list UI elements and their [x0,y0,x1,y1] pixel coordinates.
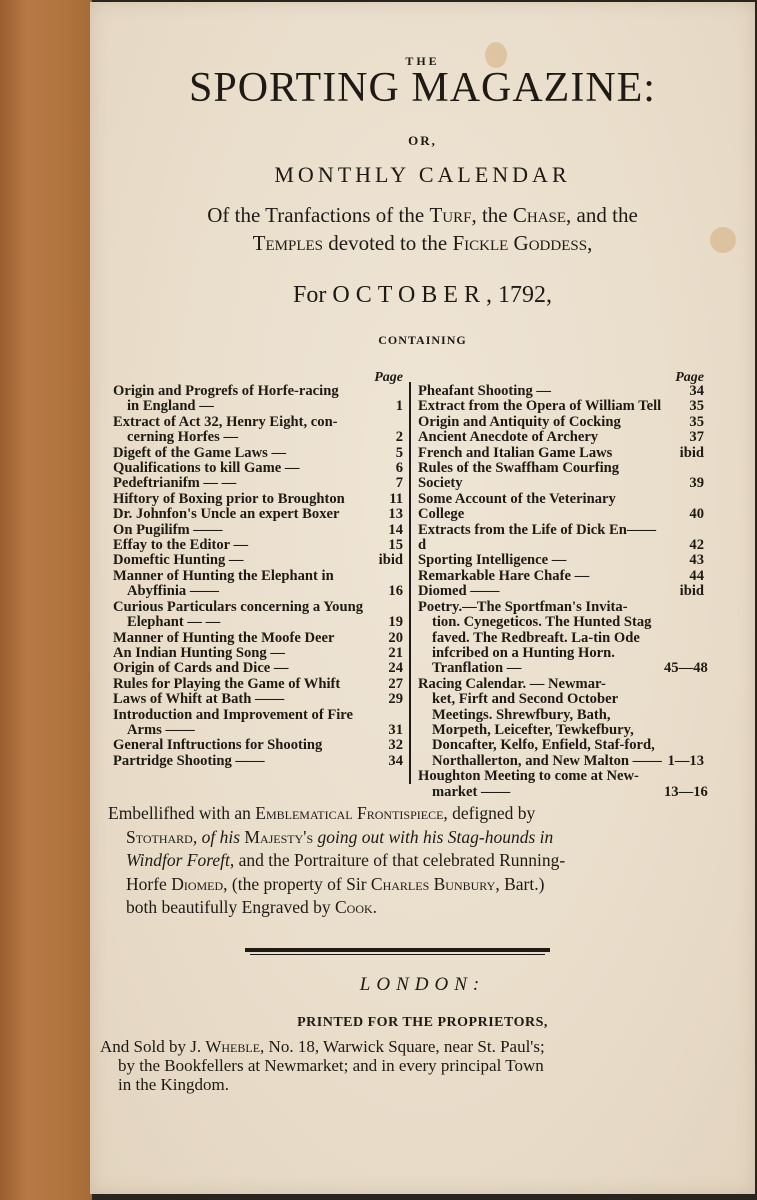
toc-entry-page: 35 [689,413,704,430]
toc-entry-title [113,415,363,446]
toc-entry-title [113,476,363,491]
toc-entry-title [418,399,664,414]
toc-entry-title [113,692,363,707]
toc-entry-title [418,600,664,677]
desc-text: Of the Tranfactions of the [207,203,430,227]
toc-entry-continuation: Abyffinia —— [127,583,220,600]
toc-entry-title [418,384,664,399]
desc-text: , [587,231,593,255]
toc-entry-text: Digeft of the Game Laws — [113,444,287,461]
embellishment-line [108,896,708,920]
desc-text: devoted to the [323,231,453,255]
toc-entry [113,646,403,661]
toc-entry-title [113,646,363,661]
text: , of his [192,826,245,847]
engraver-name: Cook [334,897,373,917]
toc-entry-title [113,507,363,522]
desc-chase: Chase [512,203,567,227]
toc-entry-page: ibid [378,552,403,569]
toc-entry-text: Manner of Hunting the Elephant in [113,567,334,584]
toc-entry-text: Qualifications to kill Game — [113,460,300,477]
toc-entry-text: French and Italian Game Laws [418,444,613,461]
toc-entry-page: 21 [388,644,403,661]
toc-entry [113,446,403,461]
toc-entry-page: 20 [388,629,403,646]
toc-entry [418,677,704,769]
toc-entry-text: General Inftructions for Shooting [113,737,323,754]
toc-entry [418,461,704,492]
toc-entry-page: 5 [395,444,403,461]
bookseller-name: Wheble [205,1037,261,1056]
place-name: Windfor Foreft [126,850,230,870]
toc-entry-page: 35 [689,398,704,415]
frontispiece-label: Emblematical Frontispiece [255,803,444,823]
toc-entry-continuation: market —— [432,783,511,800]
toc-entry-title [113,446,363,461]
toc-entry-page: 7 [395,475,403,492]
toc-entry-text: Diomed —— [418,583,500,600]
toc-entry-page: 42 [689,537,704,554]
toc-entry-title [113,708,363,739]
text: . [372,897,378,917]
embellishment-line [108,826,708,850]
page-column-label: Page [374,370,403,385]
text: , Bart.) [495,873,545,894]
toc-entry [113,738,403,753]
toc-entry-page: 43 [689,552,704,569]
text: Embellifhed with an [108,803,256,823]
desc-temples: Temples [252,231,323,255]
toc-entry-continuation: tion. Cynegeticos. The Hunted Stag faved. The Redbreaft. La-tin Ode infcribed on a Hunting Horn. Tranflation — [432,614,652,677]
toc-entry-title [113,754,363,769]
text: going out with his Stag-hounds in [313,826,554,847]
toc-entry-text: On Pugilifm —— [113,521,223,538]
toc-entry-page: 19 [388,614,403,631]
toc-entry-continuation: Arms —— [127,721,195,738]
toc-entry-page: 1 [395,398,403,415]
toc-entry-page: 39 [689,475,704,492]
toc-entry-continuation: ket, Firft and Second October Meetings. Shrewfbury, Bath, Morpeth, Leicefter, Tewkefbury, Doncafter, Kelfo, Enfield, Staf-ford, Northallerton, and New Malton —— [432,691,662,769]
toc-entry-page: 13 [388,506,403,523]
toc-entry-text: Extracts from the Life of Dick En——d [418,521,657,554]
toc-entry [418,584,704,599]
toc-entry-text: Some Account of the Veterinary College [418,490,616,523]
artist-name: Stothard [126,826,193,847]
text: , (the property of Sir [223,873,371,894]
toc-entry-page: 2 [395,429,403,446]
issue-prefix: For [293,282,333,308]
toc-entry [113,754,403,769]
toc-entry [113,631,403,646]
toc-entry [113,708,403,739]
toc-entry-title [418,446,664,461]
toc-entry-page: ibid [679,583,704,600]
desc-goddess: Fickle Goddess [452,231,588,255]
page-column-label: Page [675,370,704,385]
toc-entry-continuation: Elephant — — [127,614,221,631]
toc-entry [418,523,704,554]
toc-entry [418,430,704,445]
horse-name: Diomed [171,873,224,894]
toc-entry [113,553,403,568]
toc-entry-text: Manner of Hunting the Moofe Deer [113,629,335,646]
imprint-line: by the Bookfellers at Newmarket; and in every principal Town [118,1056,544,1075]
toc-entry-title [418,769,664,800]
toc-entry-title [113,553,363,568]
toc-entry-title [418,461,664,492]
desc-text: , and the [566,203,638,227]
toc-entry [113,384,403,415]
toc-entry-page: 44 [689,567,704,584]
toc-entry [113,538,403,553]
toc-entry [113,415,403,446]
toc-entry [418,598,708,677]
contents-right-column [418,370,708,800]
toc-entry-text: Introduction and Improvement of Fire [113,706,353,723]
description-line-2 [90,231,755,256]
text: Horfe [126,873,172,894]
toc-entry-text: Origin and Antiquity of Cocking [418,413,621,430]
toc-entry [418,768,708,800]
toc-entry [418,553,704,568]
toc-entry [113,692,403,707]
toc-entry-page: 1—13 [667,752,704,769]
toc-entry-title [418,492,664,523]
toc-entry-text: Racing Calendar. — Newmar- [418,675,606,692]
magazine-subtitle: MONTHLY CALENDAR [274,162,571,187]
contents-left-column [113,370,403,769]
toc-entry-text: Remarkable Hare Chafe — [418,567,590,584]
toc-entry-continuation: cerning Horfes — [127,429,239,446]
toc-entry-page: 45—48 [664,660,708,677]
toc-entry-page: 27 [388,675,403,692]
decorative-rule-thin [250,954,545,955]
text: , and the Portraiture of that celebrated Running- [229,850,566,870]
toc-entry-title [418,523,664,554]
toc-entry-text: Curious Particulars concerning a Young [113,598,363,615]
toc-entry-page: 29 [388,691,403,708]
toc-entry-title [113,384,363,415]
text: both beautifully Engraved by [126,897,335,917]
imprint-printed: PRINTED FOR THE PROPRIETORS, [297,1015,548,1030]
toc-entry-text: Extract from the Opera of William Tell [418,398,662,415]
toc-entry-page: 34 [388,752,403,769]
toc-entry-text: Pedeftrianifm — — [113,475,237,492]
toc-entry-text: Rules of the Swaffham Courfing Society [418,460,620,492]
toc-entry-text: Hiftory of Boxing prior to Broughton [113,490,345,507]
toc-entry-text: An Indian Hunting Song — [113,644,285,661]
imprint-sold-by [100,1037,720,1094]
toc-entry-text: Houghton Meeting to come at New- [418,768,639,785]
toc-entry-text: Dr. Johnfon's Uncle an expert Boxer [113,506,340,523]
description-line-1 [90,203,755,228]
toc-entry-title [113,569,363,600]
toc-entry [113,677,403,692]
toc-entry-page: 14 [388,521,403,538]
toc-entry-text: Laws of Whift at Bath —— [113,691,285,708]
toc-entry-title [113,461,363,476]
toc-entry [418,384,704,399]
toc-entry-page: 31 [388,721,403,738]
toc-entry [113,507,403,522]
toc-entry [418,415,704,430]
toc-entry-text: Poetry.—The Sportfman's Invita- [418,598,628,615]
toc-entry-text: Partridge Shooting —— [113,752,265,769]
toc-entry-title [113,677,363,692]
toc-entry-page: 40 [689,506,704,523]
toc-entry-text: Extract of Act 32, Henry Eight, con- [113,413,338,430]
embellishment-line [108,802,708,826]
toc-entry-text: Origin and Progrefs of Horfe-racing [113,383,339,399]
toc-entry-text: Sporting Intelligence — [418,552,567,569]
toc-entry-title [418,584,664,599]
title-article: THE [405,54,440,68]
owner-name: Charles Bunbury [370,873,496,894]
toc-entry [113,569,403,600]
toc-entry-page: 15 [388,537,403,554]
toc-entry-text: Pheafant Shooting — [418,383,551,399]
toc-entry-title [113,661,363,676]
toc-entry-title [418,553,664,568]
toc-entry [418,569,704,584]
issue-year: , 1792, [485,282,552,308]
toc-entry-page: 34 [689,383,704,399]
desc-turf: Turf [429,203,472,227]
toc-entry-page: 24 [388,660,403,677]
magazine-title: SPORTING MAGAZINE: [189,65,656,111]
toc-entry [113,461,403,476]
toc-entry-text: Domeftic Hunting — [113,552,244,569]
toc-entry-continuation: in England — [127,398,214,415]
toc-entry-title [113,738,363,753]
imprint-line [100,1037,720,1056]
text: , defigned by [443,803,536,823]
toc-entry-title [113,492,363,507]
majesty-label: Majesty's [244,826,314,847]
text: , No. 18, Warwick Square, near St. Paul's; [260,1037,545,1056]
issue-date [90,282,755,309]
toc-entry-title [113,523,363,538]
toc-entry-title [418,677,664,769]
toc-entry-text: Rules for Playing the Game of Whift [113,675,341,692]
issue-month: OCTOBER [332,282,486,308]
toc-entry-title [418,430,664,445]
toc-entry-page: 13—16 [664,783,708,800]
toc-entry [113,492,403,507]
toc-entry-title [418,415,664,430]
toc-entry [113,661,403,676]
toc-entry-title [113,600,363,631]
toc-entry-title [113,631,363,646]
toc-entry-page: 16 [388,583,403,600]
toc-entry [113,523,403,538]
toc-entry-title [113,538,363,553]
decorative-rule [245,948,550,952]
toc-entry-text: Effay to the Editor — [113,537,249,554]
toc-entry-page: 6 [395,460,403,477]
embellishment-notice [108,802,708,920]
desc-text: , the [471,203,513,227]
toc-entry-page: ibid [679,444,704,461]
toc-entry [113,476,403,491]
toc-entry-page: 11 [389,490,403,507]
book-spine-cover [0,0,92,1200]
text: And Sold by J. [100,1037,206,1056]
toc-entry [418,492,704,523]
contents-heading: CONTAINING [378,333,467,347]
title-or: OR, [408,133,437,148]
embellishment-line [108,873,708,897]
toc-entry-title [418,569,664,584]
column-divider [409,382,411,784]
toc-entry [113,600,403,631]
imprint-line: in the Kingdom. [118,1075,229,1094]
toc-entry [418,446,704,461]
title-page [90,2,755,1194]
toc-entry-page: 37 [689,429,704,446]
embellishment-line [108,849,708,873]
imprint-city: LONDON: [359,974,486,995]
toc-entry [418,399,704,414]
toc-entry-text: Origin of Cards and Dice — [113,660,289,677]
toc-entry-page: 32 [388,737,403,754]
toc-entry-text: Ancient Anecdote of Archery [418,429,599,446]
